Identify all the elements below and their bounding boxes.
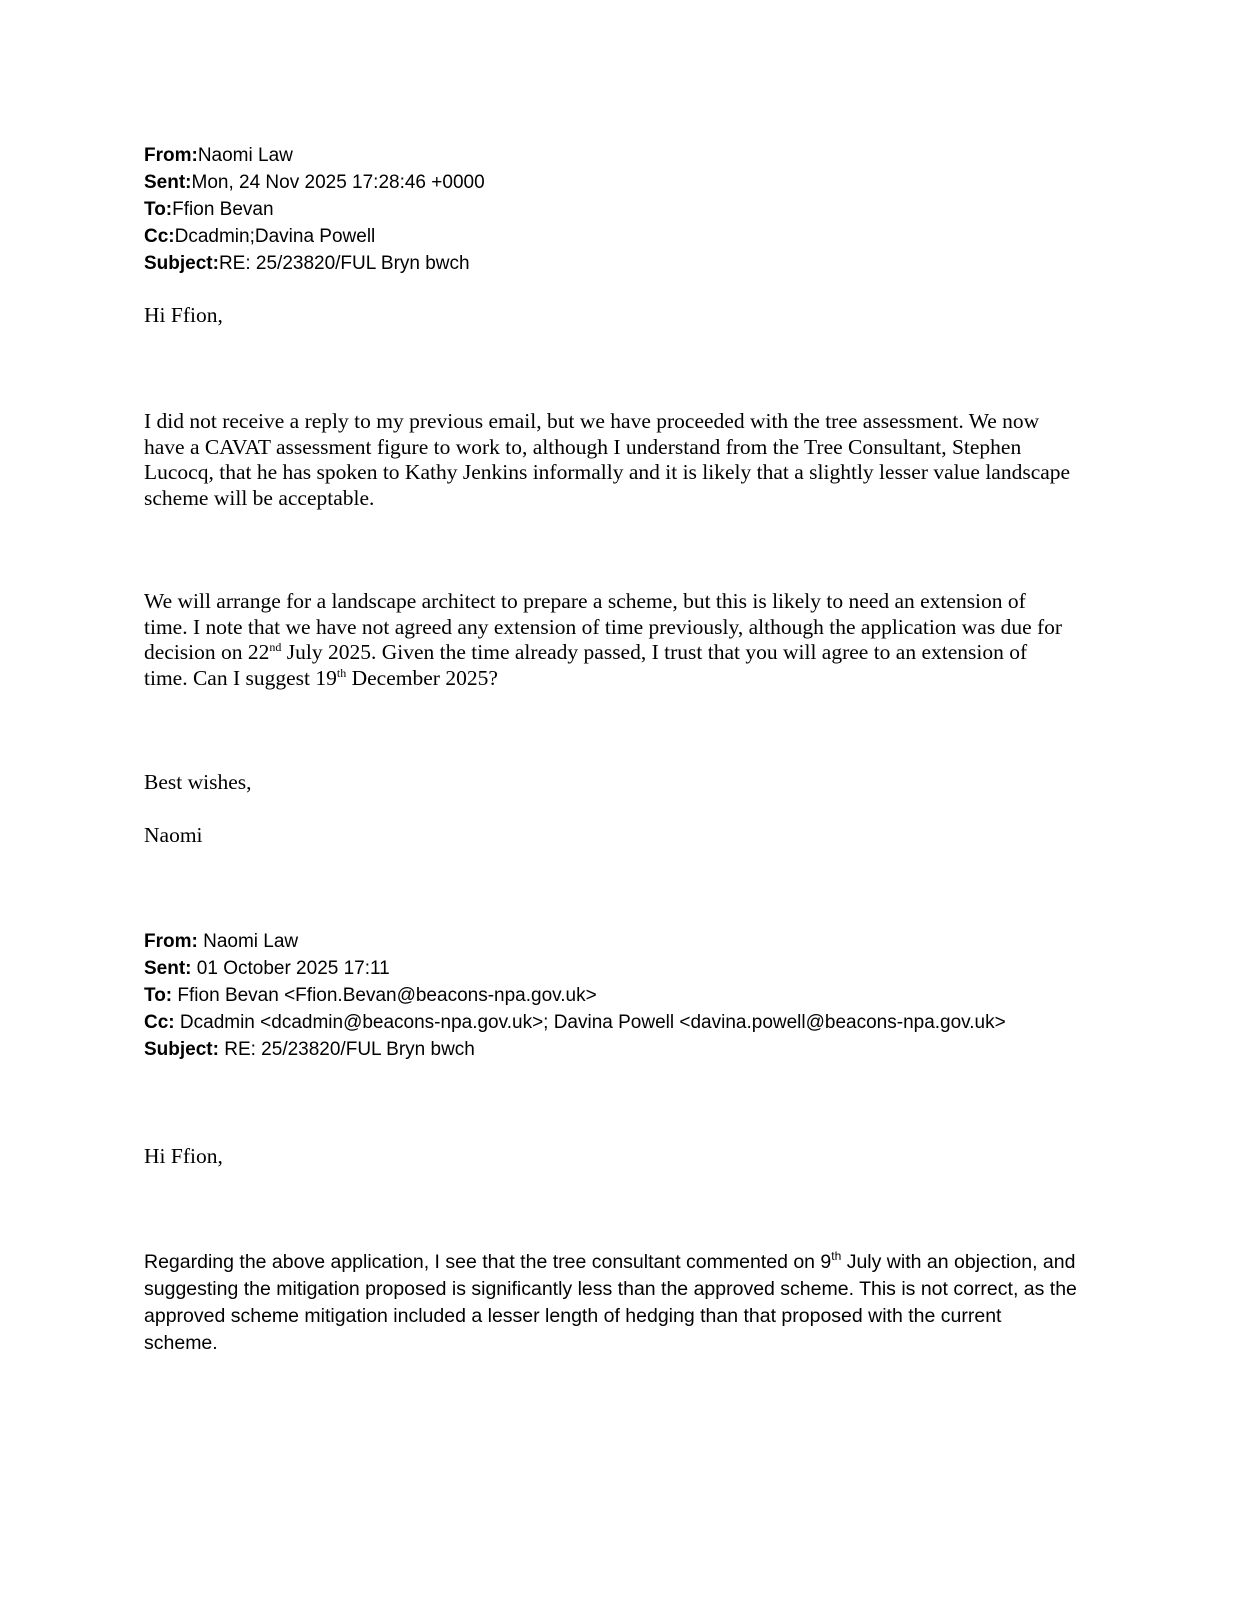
email1-signoff: Best wishes, [144, 770, 252, 794]
subject-value: RE: 25/23820/FUL Bryn bwch [218, 1039, 475, 1060]
from-value: Naomi Law [197, 931, 299, 952]
email2-subject-line [144, 1036, 1006, 1063]
cc-label: Cc: [144, 1012, 175, 1033]
cc-value: Dcadmin <dcadmin@beacons-npa.gov.uk>; Davina Powell <davina.powell@beacons-npa.gov.uk> [174, 1012, 1006, 1033]
from-label: From: [144, 145, 198, 166]
email1-p2-superscript-1: nd [269, 640, 282, 654]
cc-label: Cc: [144, 226, 175, 247]
cc-value: Dcadmin;Davina Powell [174, 226, 376, 247]
email1-paragraph-1: I did not receive a reply to my previous email, but we have proceeded with the tree assessment. We now have a CAVAT assessment figure to work to, although I understand from the Tree Consultant, Stephen Lucocq, that he has spoken to Kathy Jenkins informally and it is likely that a slightly lesser value landscape scheme will be acceptable. [144, 409, 1071, 510]
email2-cc-line [144, 1009, 1006, 1036]
to-label: To: [144, 199, 173, 220]
email1-p2-superscript-2: th [336, 665, 347, 680]
sent-value: Mon, 24 Nov 2025 17:28:46 +0000 [191, 172, 485, 193]
subject-value: RE: 25/23820/FUL Bryn bwch [218, 253, 470, 274]
email2-to-line [144, 982, 1006, 1009]
email2-greeting: Hi Ffion, [144, 1144, 223, 1168]
email1-paragraph-2 [144, 589, 1074, 691]
email2-sent-line [144, 955, 1006, 982]
email1-greeting: Hi Ffion, [144, 303, 223, 327]
email1-to-line [144, 196, 485, 223]
email2-from-line [144, 928, 1006, 955]
email1-subject-line [144, 250, 485, 277]
from-value: Naomi Law [197, 145, 293, 166]
email1-p2-text-2: July 2025. Given the time already passed, I trust that you will agree to an extension of time. Can I suggest 19 [144, 640, 1028, 690]
email2-p1-text-1: Regarding the above application, I see that the tree consultant commented on 9 [144, 1251, 832, 1273]
email2-header [144, 928, 1006, 1063]
email1-from-line [144, 142, 485, 169]
subject-label: Subject: [144, 1039, 219, 1060]
email1-cc-line [144, 223, 485, 250]
email1-p2-text-1: We will arrange for a landscape architect to prepare a scheme, but this is likely to need an extension of time. I note that we have not agreed any extension of time previously, although the application was due for decision on 22 [144, 589, 1063, 664]
email1-sent-line [144, 169, 485, 196]
email1-p2-text-3: December 2025? [346, 665, 498, 690]
to-label: To: [144, 985, 173, 1006]
from-label: From: [144, 931, 198, 952]
to-value: Ffion Bevan [172, 199, 274, 220]
email2-p1-superscript-1: th [831, 1249, 842, 1263]
email2-paragraph-1 [144, 1249, 1079, 1357]
email2-p1-text-2: July with an objection, and suggesting the mitigation proposed is significantly less than the approved scheme. This is not correct, as the approved scheme mitigation included a lesser length of hedging than that proposed with the current scheme. [144, 1251, 1077, 1354]
subject-label: Subject: [144, 253, 219, 274]
sent-label: Sent: [144, 958, 192, 979]
sent-value: 01 October 2025 17:11 [191, 958, 390, 979]
email1-signature: Naomi [144, 823, 203, 847]
sent-label: Sent: [144, 172, 192, 193]
email1-header [144, 142, 485, 277]
to-value: Ffion Bevan <Ffion.Bevan@beacons-npa.gov.uk> [172, 985, 597, 1006]
